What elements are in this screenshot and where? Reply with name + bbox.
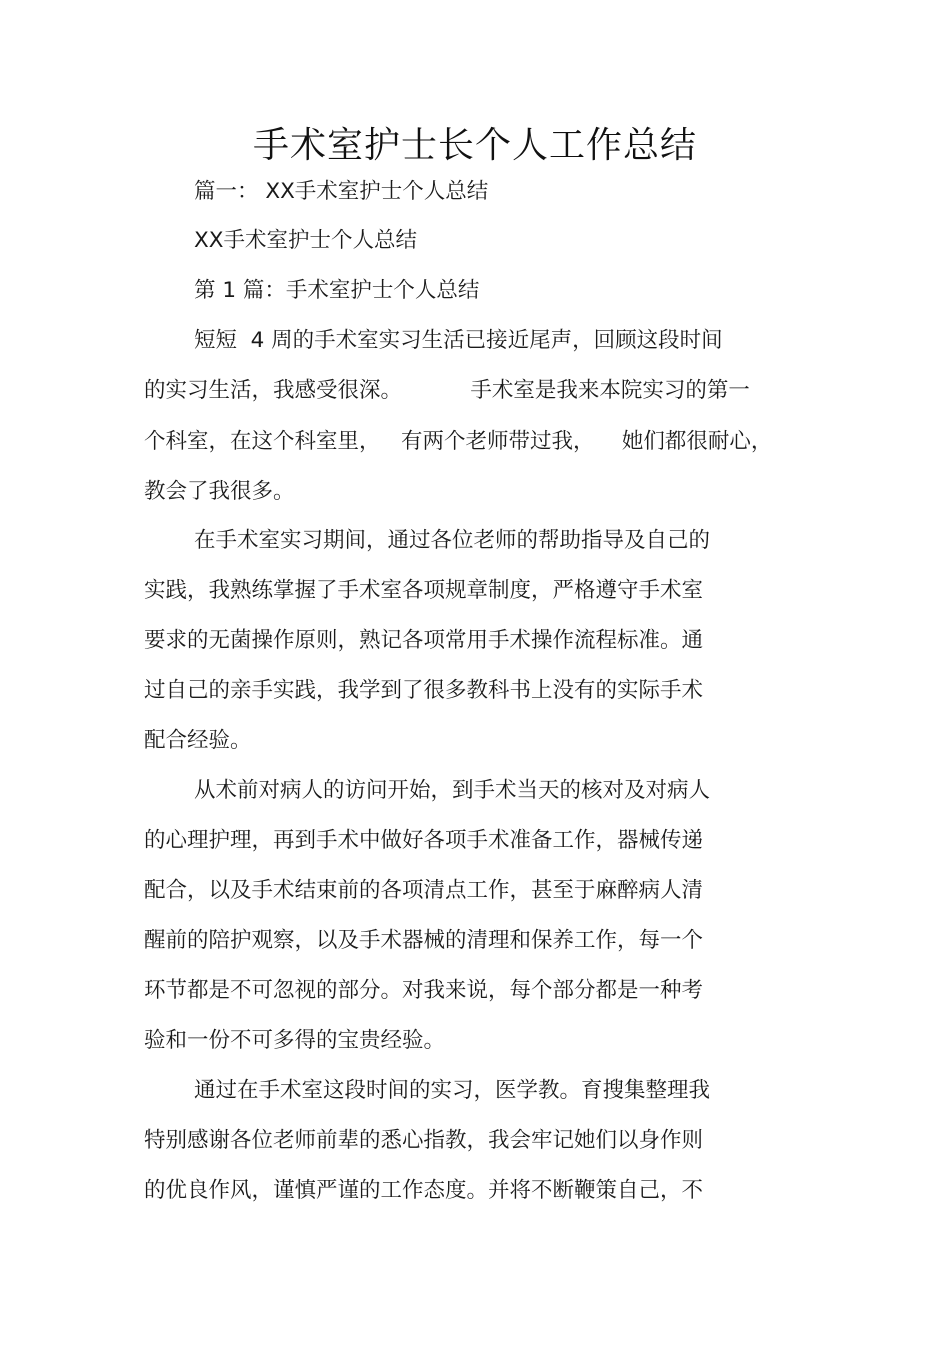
paragraph-line: 配合，以及手术结束前的各项清点工作，甚至于麻醉病人清 [144, 878, 704, 903]
paragraph-line: 环节都是不可忽视的部分。对我来说，每个部分都是一种考 [144, 978, 704, 1003]
paragraph-line: 醒前的陪护观察，以及手术器械的清理和保养工作，每一个 [144, 928, 704, 953]
paragraph-line: 的心理护理，再到手术中做好各项手术准备工作，器械传递 [144, 828, 704, 853]
paragraph-line: 要求的无菌操作原则，熟记各项常用手术操作流程标准。通 [144, 628, 704, 653]
paragraph-line: 短短 4 周的手术室实习生活已接近尾声，回顾这段时间 [194, 328, 723, 353]
heading-3: 第 1 篇：手术室护士个人总结 [194, 278, 480, 303]
paragraph-line: 通过在手术室这段时间的实习，医学教。育搜集整理我 [194, 1078, 711, 1103]
paragraph-line: 在手术室实习期间，通过各位老师的帮助指导及自己的 [194, 528, 711, 553]
paragraph-line: 验和一份不可多得的宝贵经验。 [144, 1028, 446, 1053]
paragraph-line: 从术前对病人的访问开始，到手术当天的核对及对病人 [194, 778, 711, 803]
paragraph-line: 的实习生活，我感受很深。 手术室是我来本院实习的第一 [144, 378, 750, 403]
paragraph-line: 的优良作风，谨慎严谨的工作态度。并将不断鞭策自己，不 [144, 1178, 704, 1203]
paragraph-line: 配合经验。 [144, 728, 252, 753]
paragraph-line: 过自己的亲手实践，我学到了很多教科书上没有的实际手术 [144, 678, 704, 703]
heading-2: XX手术室护士个人总结 [194, 228, 417, 253]
paragraph-line: 实践，我熟练掌握了手术室各项规章制度，严格遵守手术室 [144, 578, 704, 603]
paragraph-line: 教会了我很多。 [144, 479, 295, 504]
paragraph-line: 特别感谢各位老师前辈的悉心指教，我会牢记她们以身作则 [144, 1128, 704, 1153]
heading-1: 篇一： XX手术室护士个人总结 [194, 179, 489, 204]
document-title: 手术室护士长个人工作总结 [252, 125, 697, 166]
paragraph-line: 个科室，在这个科室里， 有两个老师带过我， 她们都很耐心， [144, 429, 773, 454]
